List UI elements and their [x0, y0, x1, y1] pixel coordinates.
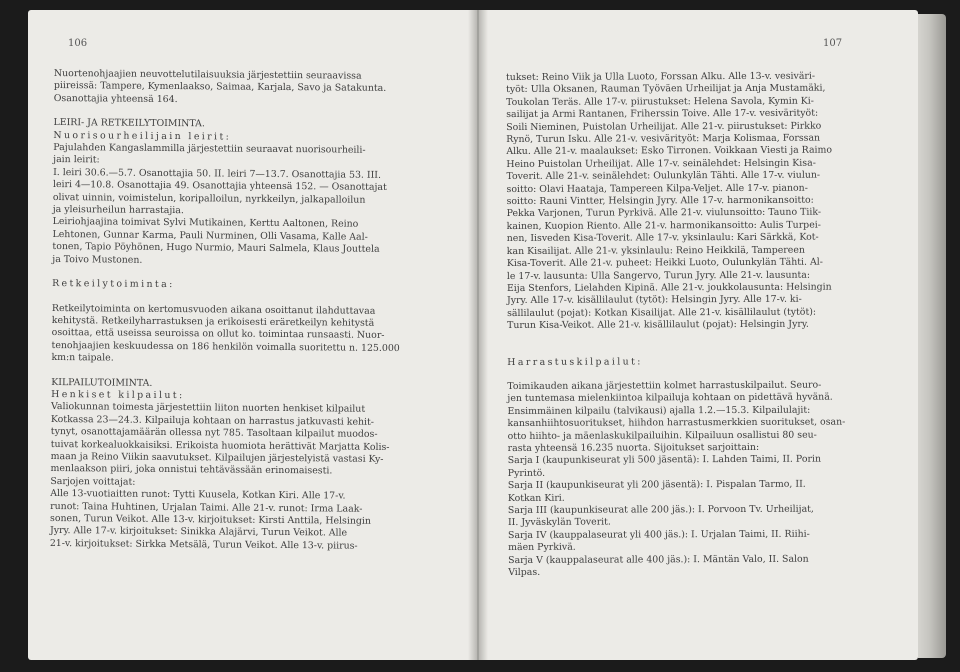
text-line: Jyry. Alle 17-v. kisällilaulut (tytöt): Helsingin Jyry. Alle 17-v. ki-	[506, 294, 802, 307]
text-line: Toukolan Teräs. Alle 17-v. piirustukset: Helena Savola, Kymin Ki-	[506, 95, 814, 108]
text-line: Vilpas.	[508, 566, 541, 579]
text-line: Sarja IV (kauppalaseurat yli 400 jäs.): I. Urjalan Taimi, II. Riihi-	[507, 528, 810, 541]
text-line: ja yleisurheilun harrastajia.	[52, 204, 184, 217]
text-line: Alku. Alle 21-v. maalaukset: Esko Tirronen. Voikkaan Viesti ja Raimo	[506, 145, 833, 158]
subsection-heading: Nuorisourheilijain leirit:	[53, 129, 232, 143]
text-line: Heino Puistolan Urheilijat. Alle 17-v. seinälehdet: Helsingin Kisa-	[506, 157, 816, 170]
text-line: Leiriohjaajina toimivat Sylvi Mutikainen, Kerttu Aaltonen, Reino	[52, 216, 359, 231]
right-page-number: 107	[823, 38, 843, 49]
text-line: Toimikauden aikana järjestettiin kolmet harrastuskilpailut. Seuro-	[507, 379, 822, 392]
subsection-heading: Harrastuskilpailut:	[507, 355, 643, 368]
text-line: työt: Ulla Oksanen, Rauman Työväen Urheilijat ja Anja Mustamäki,	[506, 83, 826, 96]
section-heading: LEIRI- JA RETKEILYTOIMINTA.	[53, 117, 205, 130]
text-line: Rynö, Turun Isku. Alle 21-v. vesivärityöt: Marja Kolismaa, Forssan	[506, 132, 821, 146]
text-line: tynyt, osanottajamäärän ollessa nyt 785. Tasoltaan kilpailut muodos-	[50, 426, 378, 440]
text-line: Soili Nieminen, Puistolan Urheilijat. Alle 21-v. piirustukset: Pirkko	[506, 120, 822, 133]
text-line: kan Kisailijat. Alle 21-v. yksinlaulu: Reino Heikkilä, Tampereen	[506, 244, 805, 257]
text-line: Toverit. Alle 21-v. seinälehdet: Oulunkylän Tähti. Alle 17-v. viulun-	[506, 169, 821, 183]
text-line: Osanottajia yhteensä 164.	[53, 92, 178, 105]
text-line: Sarja I (kaupunkiseurat yli 500 jäsentä): I. Lahden Taimi, II. Porin	[507, 454, 822, 467]
text-line: olivat uinnin, voimistelun, koripalloilun, nyrkkeilyn, jalkapalloilun	[52, 191, 366, 206]
text-line: soitto: Rauni Vintter, Helsingin Jyry. Alle 17-v. harmonikansoitto:	[506, 194, 814, 208]
text-line: jain leirit:	[53, 154, 100, 166]
text-line: osoittaa, että useissa seuroissa on ollut ko. toimintaa runsaasti. Nuor-	[51, 327, 385, 342]
text-line: sällilaulut (pojat): Kotkan Kisailijat. Alle 21-v. kisällilaulut (tytöt):	[507, 306, 817, 319]
text-line: Kotkan Kiri.	[507, 492, 565, 504]
text-line: leiri 4—10.8. Osanottajia 49. Osanottajia yhteensä 152. — Osanottajat	[52, 179, 387, 194]
text-line: le 17-v. lausunta: Ulla Sangervo, Turun Jyry. Alle 21-v. lausunta:	[506, 269, 811, 282]
text-line: soitto: Olavi Haataja, Tampereen Kilpa-Veljet. Alle 17-v. pianon-	[506, 182, 808, 195]
right-page-text	[506, 70, 904, 579]
text-line: kehitystä. Retkeilyharrastuksen ja erikoisesti eräretkeilyn kehitystä	[51, 314, 375, 329]
text-line: tukset: Reino Viik ja Ulla Luoto, Forssan Alku. Alle 13-v. vesiväri-	[506, 70, 816, 83]
text-line: kansanhiihtosuoritukset, hiihdon harrastusmerkkien suoritukset, osan-	[507, 416, 846, 430]
text-line: km:n taipale.	[51, 352, 114, 364]
book-spine	[468, 10, 488, 660]
text-line: tenohjaajien keskuudessa on 186 henkilön voimalla suoritettu n. 125.000	[51, 339, 400, 354]
text-line: Retkeilytoiminta on kertomusvuoden aikana osoittanut ilahduttavaa	[51, 302, 376, 317]
text-line: mäen Pyrkivä.	[508, 541, 576, 554]
text-line: Lehtonen, Gunnar Karma, Pauli Nurminen, Olli Vasama, Kalle Aal-	[52, 228, 368, 243]
text-line: kainen, Kuopion Riento. Alle 21-v. harmonikansoitto: Aulis Turpei-	[506, 219, 821, 232]
text-line: Pajulahden Kangaslammilla järjestettiin seuraavat nuorisourheili-	[53, 142, 366, 156]
text-line: Sarjojen voittajat:	[50, 475, 136, 488]
text-line: sonen, Turun Veikot. Alle 13-v. kirjoitukset: Kirsti Anttila, Helsingin	[50, 512, 372, 527]
text-line: Sarja II (kaupunkiseurat yli 200 jäsentä): I. Pispalan Tarmo, II.	[507, 478, 806, 492]
text-line: ja Toivo Mustonen.	[52, 253, 143, 266]
text-line: tuivat korkealuokkaisiksi. Erikoista huomiota herättivät Marjatta Kolis-	[50, 438, 390, 453]
subsection-heading: Henkiset kilpailut:	[51, 388, 185, 402]
text-line: Kisa-Toverit. Alle 21-v. puheet: Heikki Luoto, Oulunkylän Tähti. Al-	[506, 256, 823, 270]
left-page-number: 106	[68, 38, 88, 49]
text-line: Turun Kisa-Veikot. Alle 21-v. kisällilaulut (pojat): Helsingin Jyry.	[507, 318, 809, 332]
text-line: II. Jyväskylän Toverit.	[507, 516, 611, 529]
left-page-text	[50, 68, 452, 554]
text-line: rasta yhteensä 16.235 nuorta. Sijoitukset sarjoittain:	[507, 441, 760, 454]
text-line: Kotkassa 23—24.3. Kilpailuja kohtaan on harrastus jatkuvasti kehit-	[50, 413, 375, 428]
section-heading: KILPAILUTOIMINTA.	[51, 376, 153, 389]
text-line: Alle 13-vuotiaitten runot: Tytti Kuusela, Kotkan Kiri. Alle 17-v.	[50, 488, 346, 502]
text-line: maan ja Reino Viikin saavutukset. Kilpailujen järjestelyistä vastasi Ky-	[50, 450, 384, 465]
text-line: jen tuntemasa mielenkiintoa kilpailuja kohtaan on pidettävä hyvänä.	[507, 391, 833, 405]
book-edge	[918, 14, 946, 658]
text-line: piireissä: Tampere, Kymenlaakso, Saimaa, Karjala, Savo ja Satakunta.	[53, 80, 387, 95]
text-line: runot: Taina Huhtinen, Urjalan Taimi. Alle 21-v. runot: Irma Laak-	[50, 500, 363, 515]
text-line: otto hiihto- ja mäenlaskukilpailuihin. Kilpailuun osallistui 80 seu-	[507, 429, 817, 442]
text-line: I. leiri 30.6.—5.7. Osanottajia 50. II. leiri 7—13.7. Osanottajia 53. III.	[53, 166, 382, 181]
text-line: Sarja III (kaupunkiseurat alle 200 jäs.): I. Porvoon Tv. Urheilijat,	[507, 503, 814, 516]
text-line: Valiokunnan toimesta järjestettiin liiton nuorten henkiset kilpailut	[50, 401, 366, 416]
subsection-heading: Retkeilytoiminta:	[52, 278, 175, 291]
text-line: Nuortenohjaajien neuvottelutilaisuuksia järjestettiin seuraavissa	[53, 68, 362, 82]
text-line: tonen, Tapio Pöyhönen, Hugo Nurmio, Mauri Salmela, Klaus Jouttela	[52, 241, 380, 256]
text-line: Sarja V (kauppalaseurat alle 400 jäs.): I. Mäntän Valo, II. Salon	[508, 553, 809, 566]
text-line: Eija Stenfors, Lielahden Kipinä. Alle 21-v. joukkolausunta: Helsingin	[506, 281, 832, 294]
text-line: Pyrintö.	[507, 467, 546, 479]
text-line: sailijat ja Armi Rantanen, Friherssin Toive. Alle 17-v. vesivärityöt:	[506, 107, 819, 121]
text-line: Pekka Varjonen, Turun Pyrkivä. Alle 21-v. viulunsoitto: Tauno Tiik-	[506, 207, 822, 220]
text-line: menlaakson piiri, joka onnistui tehtävässään erinomaisesti.	[50, 463, 333, 477]
text-line: nen, Iisveden Kisa-Toverit. Alle 17-v. yksinlaulu: Kari Särkkä, Kot-	[506, 231, 819, 245]
text-line: 21-v. kirjoitukset: Sirkka Metsälä, Turun Veikot. Alle 13-v. piirus-	[49, 537, 358, 552]
text-line: Jyry. Alle 17-v. kirjoitukset: Sinikka Alajärvi, Turun Veikot. Alle	[49, 525, 348, 539]
text-line: Ensimmäinen kilpailu (talvikausi) ajalla 1.2.—15.3. Kilpailulajit:	[507, 404, 811, 417]
